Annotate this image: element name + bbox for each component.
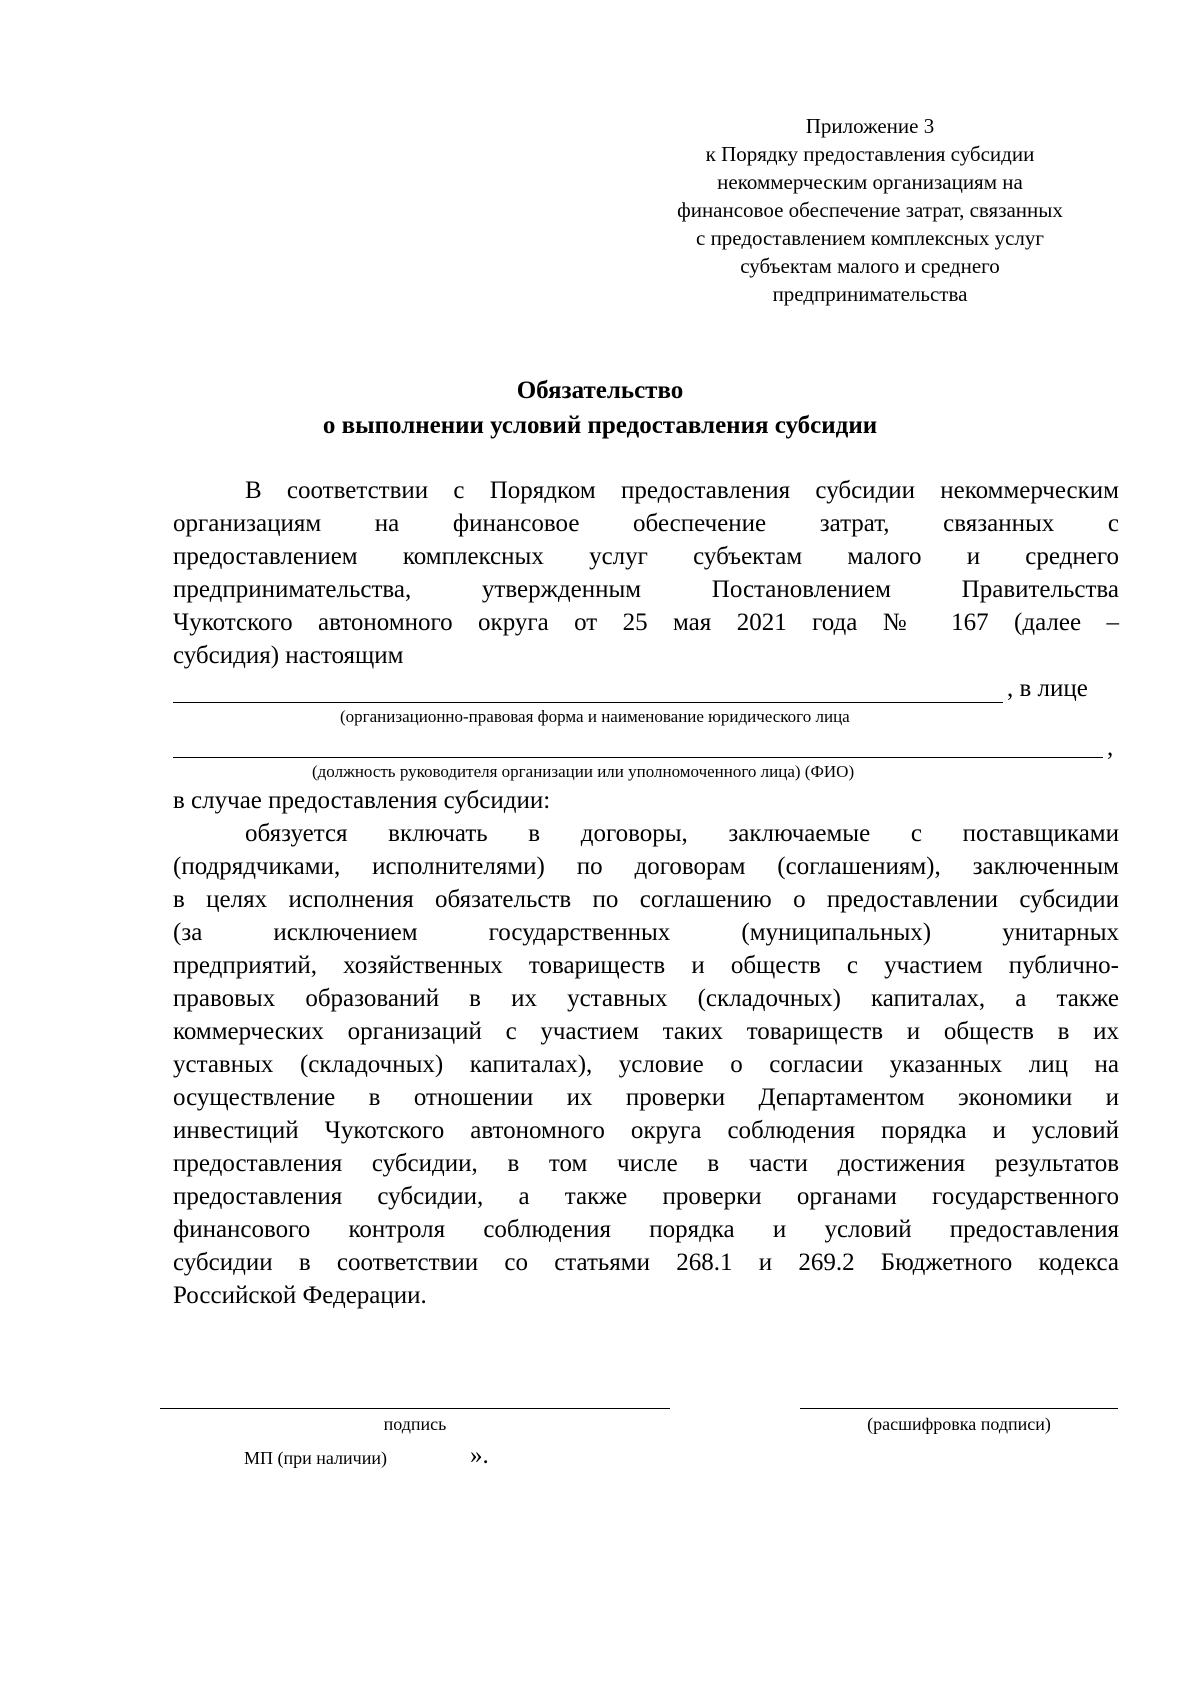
document-title: Обязательство: [516, 377, 684, 404]
obligation-line: предоставления субсидии, в том числе в части достижения результатов: [173, 1150, 1119, 1177]
obligation-line: инвестиций Чукотского автономного округа соблюдения порядка и условий: [173, 1117, 1119, 1144]
representative-caption: (должность руководителя организации или уполномоченного лица) (ФИО): [312, 762, 855, 781]
intro-line: субсидия) настоящим: [173, 642, 404, 669]
document-subtitle: о выполнении условий предоставления субсидии: [322, 412, 878, 439]
intro-line: предпринимательства, утвержденным Постановлением Правительства: [173, 576, 1119, 603]
appendix-line: предпринимательства: [772, 282, 968, 306]
obligation-line: субсидии в соответствии со статьями 268.1 и 269.2 Бюджетного кодекса: [173, 1249, 1119, 1276]
obligation-line: Российской Федерации.: [173, 1282, 427, 1309]
obligation-line: правовых образований в их уставных (складочных) капиталах, а также: [173, 985, 1119, 1012]
organization-suffix: , в лице: [1007, 675, 1088, 702]
signature-decode-caption: (расшифровка подписи): [867, 1414, 1051, 1434]
obligation-line: предоставления субсидии, а также проверки органами государственного: [173, 1183, 1119, 1210]
appendix-line: Приложение 3: [805, 114, 935, 138]
appendix-line: субъектам малого и среднего: [740, 254, 1000, 278]
appendix-line: финансовое обеспечение затрат, связанных: [677, 198, 1063, 222]
obligation-line: осуществление в отношении их проверки Департаментом экономики и: [173, 1084, 1119, 1111]
appendix-line: некоммерческим организациям на: [717, 170, 1023, 194]
signature-line[interactable]: [160, 1408, 670, 1409]
condition-line: в случае предоставления субсидии:: [173, 787, 551, 814]
seal-label: МП (при наличии): [244, 1448, 387, 1468]
representative-blank-line[interactable]: [173, 757, 1103, 758]
intro-line: Чукотского автономного округа от 25 мая 2021 года № 167 (далее –: [173, 609, 1119, 636]
obligation-line: предприятий, хозяйственных товариществ и обществ с участием публично-: [173, 952, 1119, 979]
intro-line: организациям на финансовое обеспечение затрат, связанных с: [173, 510, 1119, 537]
intro-line: В соответствии с Порядком предоставления субсидии некоммерческим: [245, 477, 1119, 504]
obligation-line: (подрядчиками, исполнителями) по договорам (соглашениям), заключенным: [173, 853, 1119, 880]
obligation-line: финансового контроля соблюдения порядка и условий предоставления: [173, 1216, 1119, 1243]
organization-blank-line[interactable]: [173, 702, 1003, 703]
closing-quote-mark: ».: [470, 1442, 489, 1469]
intro-line: предоставлением комплексных услуг субъектам малого и среднего: [173, 543, 1119, 570]
obligation-line: в целях исполнения обязательств по соглашению о предоставлении субсидии: [173, 886, 1119, 913]
signature-caption: подпись: [383, 1414, 447, 1434]
appendix-header: [640, 112, 1100, 308]
appendix-line: к Порядку предоставления субсидии: [705, 142, 1035, 166]
obligation-line: уставных (складочных) капиталах), условие о согласии указанных лиц на: [173, 1051, 1119, 1078]
obligation-line: коммерческих организаций с участием таких товариществ и обществ в их: [173, 1018, 1119, 1045]
organization-caption: (организационно-правовая форма и наименование юридического лица: [340, 707, 850, 726]
representative-suffix: ,: [1107, 734, 1114, 761]
appendix-line: с предоставлением комплексных услуг: [696, 226, 1044, 250]
obligation-line: (за исключением государственных (муниципальных) унитарных: [173, 919, 1119, 946]
signature-decode-line[interactable]: [800, 1408, 1118, 1409]
obligation-line: обязуется включать в договоры, заключаемые с поставщиками: [245, 820, 1119, 847]
